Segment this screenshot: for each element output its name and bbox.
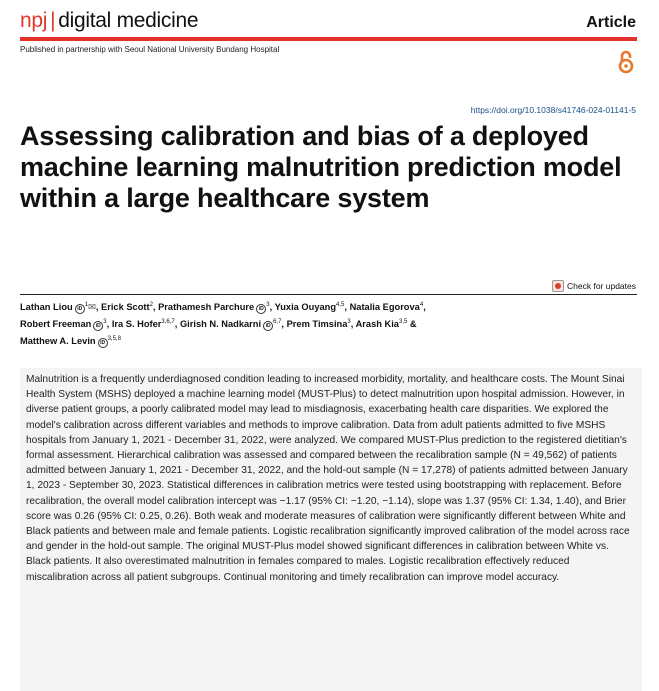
- logo-separator: |: [50, 9, 56, 32]
- orcid-icon[interactable]: iD: [75, 304, 85, 314]
- article-type: Article: [586, 14, 636, 31]
- affiliation-sup: 6,7: [273, 319, 282, 326]
- affiliation-sup: 2: [149, 302, 153, 308]
- orcid-icon[interactable]: iD: [98, 338, 108, 348]
- journal-name: digital medicine: [58, 9, 199, 32]
- header-divider: [20, 37, 637, 41]
- affiliation-sup: 1: [84, 302, 89, 308]
- author-name[interactable]: Lathan Liou: [20, 302, 73, 313]
- author-name[interactable]: Prathamesh Parchure: [158, 302, 255, 313]
- author-name[interactable]: Girish N. Nadkarni: [179, 319, 262, 330]
- author-name[interactable]: Arash Kia: [355, 319, 399, 330]
- journal-logo[interactable]: [20, 9, 198, 33]
- affiliation-sup: 4: [419, 302, 424, 308]
- abstract-text: Malnutrition is a frequently underdiagnosed condition leading to increased morbidity, mortality, and healthcare costs. The Mount Sinai Health System (MSHS) deployed a machine learning model (MUST-Plus) to detect malnutrition upon hospital admission. However, in diverse patient groups, a poorly calibrated model may lead to misdiagnosis, exacerbating health care disparities. We explored the model's calibration across different variables and methods to improve calibration. Data from adult patients admitted to five MSHS hospitals from January 1, 2021 - December 31, 2022, were analyzed. We compared MUST-Plus prediction to the registered dietitian's formal assessment. Hierarchical calibration was assessed and compared between the recalibration sample (N = 49,562) of patients admitted between January 1, 2021 - December 31, 2022, and the hold-out sample (N = 17,278) of patients admitted between January 1, 2023 - September 30, 2023. Statistical differences in calibration metrics were tested using bootstrapping with replacement. Before recalibration, the overall model calibration intercept was −1.17 (95% CI: −1.20, −1.14), slope was 1.37 (95% CI: 1.34, 1.40), and Brier score was 0.26 (95% CI: 0.25, 0.26). Both weak and moderate measures of calibration were significantly different between White and Black patients and between male and female patients. Logistic recalibration significantly improved calibration of the model across race and gender in the hold-out sample. The original MUST-Plus model showed significant differences in calibration between White vs. Black patients. It also overestimated malnutrition in females compared to males. Logistic recalibration effectively reduced miscalibration across all patient subgroups. Continual monitoring and timely recalibration can improve model accuracy.: [26, 374, 630, 583]
- affiliation-sup: 4,5: [336, 302, 345, 308]
- check-for-updates-button[interactable]: [552, 280, 636, 292]
- email-icon[interactable]: ✉: [88, 302, 96, 313]
- open-access-lock-icon: [617, 50, 635, 74]
- affiliation-sup: 3,5: [398, 319, 408, 326]
- orcid-icon[interactable]: iD: [263, 321, 273, 331]
- author-divider: [20, 294, 637, 295]
- affiliation-sup: 3,6,7: [161, 319, 175, 326]
- doi-link[interactable]: https://doi.org/10.1038/s41746-024-01141-5: [470, 105, 636, 115]
- author-name[interactable]: Ira S. Hofer: [111, 319, 162, 330]
- orcid-icon[interactable]: iD: [256, 304, 266, 314]
- author-name[interactable]: Erick Scott: [101, 302, 150, 313]
- orcid-icon[interactable]: iD: [93, 321, 103, 331]
- affiliation-sup: 3: [347, 319, 351, 326]
- affiliation-sup: 3,5,8: [107, 336, 121, 343]
- affiliation-sup: 3: [103, 319, 107, 326]
- author-name[interactable]: Prem Timsina: [286, 319, 348, 330]
- author-list: Lathan Liou $iD^1✉$, Erick Scott$^2$, Prathamesh Parchure $iD^3$, Yuxia Ouyang$^{4,5}$, Natalia Egorova$^4$, Robert Freeman $iD^3$, Ira S. Hofer$^{3,6,7}$, Girish N. Nadkarni iD$^{6,7}$, Prem Timsina$^3$, Arash Kia$^{3,5}$ & Matthew A. Levin iD$^{3,5,8}$: [20, 302, 426, 347]
- partnership-note: Published in partnership with Seoul National University Bundang Hospital: [20, 45, 280, 54]
- author-name[interactable]: Yuxia Ouyang: [274, 302, 337, 313]
- check-updates-label: Check for updates: [567, 281, 636, 291]
- author-name[interactable]: Matthew A. Levin: [20, 336, 96, 347]
- abstract-box: [20, 368, 642, 691]
- article-title: Assessing calibration and bias of a deployed machine learning malnutrition prediction model within a large healthcare system: [20, 121, 622, 213]
- author-name[interactable]: Robert Freeman: [20, 319, 92, 330]
- check-updates-icon: [552, 280, 564, 292]
- author-name[interactable]: Natalia Egorova: [349, 302, 420, 313]
- affiliation-sup: 3: [266, 302, 270, 308]
- journal-prefix: npj: [20, 9, 48, 32]
